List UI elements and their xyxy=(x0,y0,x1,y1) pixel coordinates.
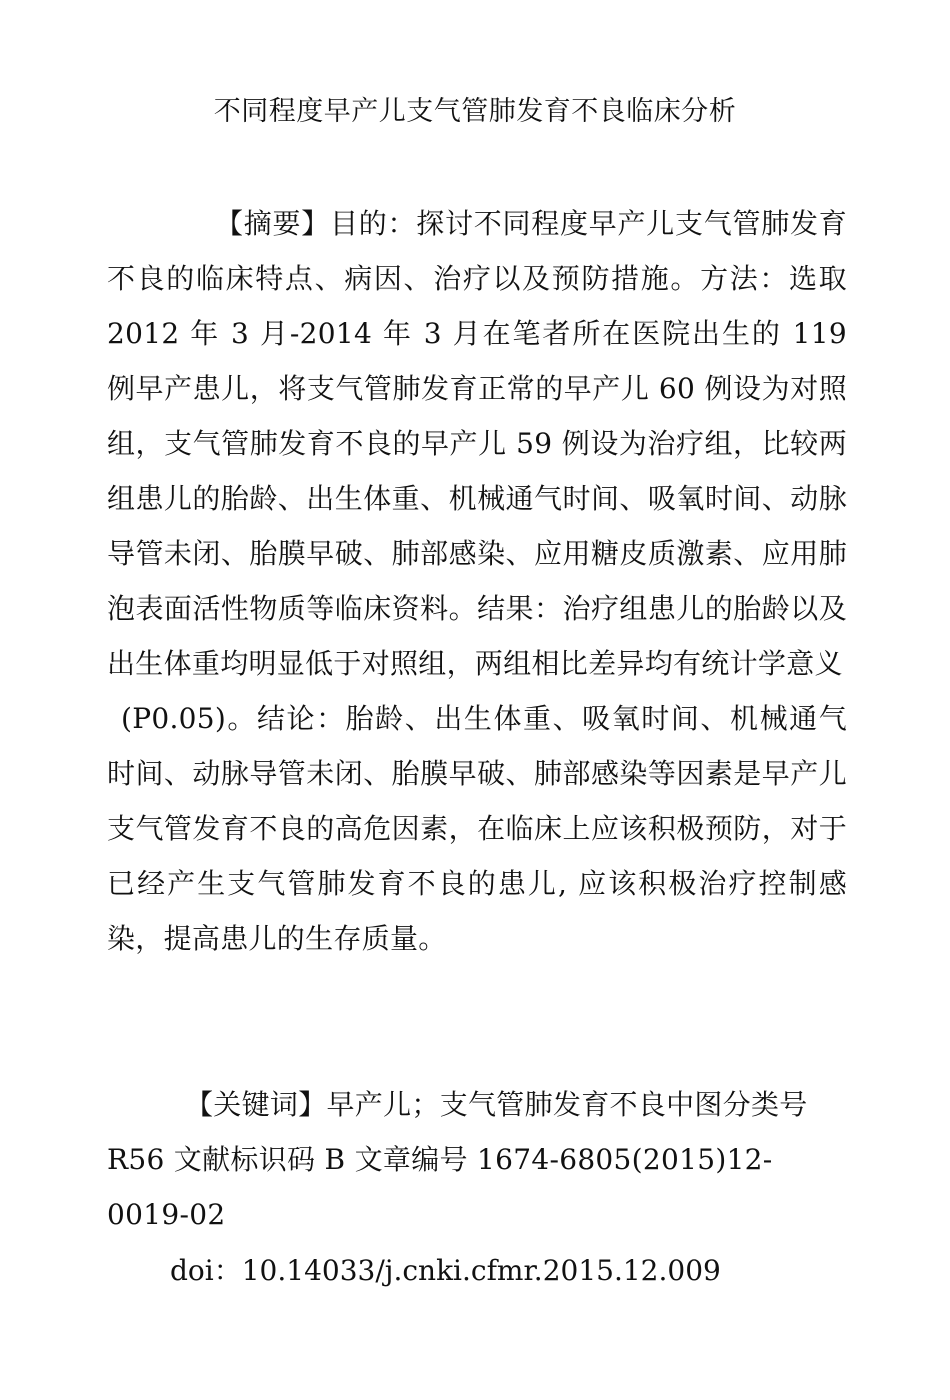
paper-title: 不同程度早产儿支气管肺发育不良临床分析 xyxy=(213,96,737,127)
abstract-text-part2: (P0.05)。结论：胎龄、出生体重、吸氧时间、机械通气时间、动脉导管未闭、胎膜早破、肺部感染等因素是早产儿支气管发育不良的高危因素，在临床上应该积极预防，对于已经产生支气管肺发育不良的患儿, 应该积极治疗控制感染，提高患儿的生存质量。 xyxy=(107,702,847,955)
keywords-paragraph: 【关键词】早产儿；支气管肺发育不良中图分类号 R56 文献标识码 B 文章编号 1674-6805(2015)12-0019-02 xyxy=(107,1088,808,1231)
abstract-text-part1: 【摘要】目的：探讨不同程度早产儿支气管肺发育不良的临床特点、病因、治疗以及预防措施。方法：选取 2012 年 3 月-2014 年 3 月在笔者所在医院出生的 119 例早产患儿，将支气管肺发育正常的早产儿 60 例设为对照组，支气管肺发育不良的早产儿 59 例设为治疗组，比较两组患儿的胎龄、出生体重、机械通气时间、吸氧时间、动脉导管未闭、胎膜早破、肺部感染、应用糖皮质激素、应用肺泡表面活性物质等临床资料。结果：治疗组患儿的胎龄以及出生体重均明显低于对照组，两组相比差异均有统计学意义 xyxy=(107,207,847,680)
abstract-paragraph xyxy=(107,196,847,966)
doi-line: doi：10.14033/j.cnki.cfmr.2015.12.009 xyxy=(170,1254,721,1287)
